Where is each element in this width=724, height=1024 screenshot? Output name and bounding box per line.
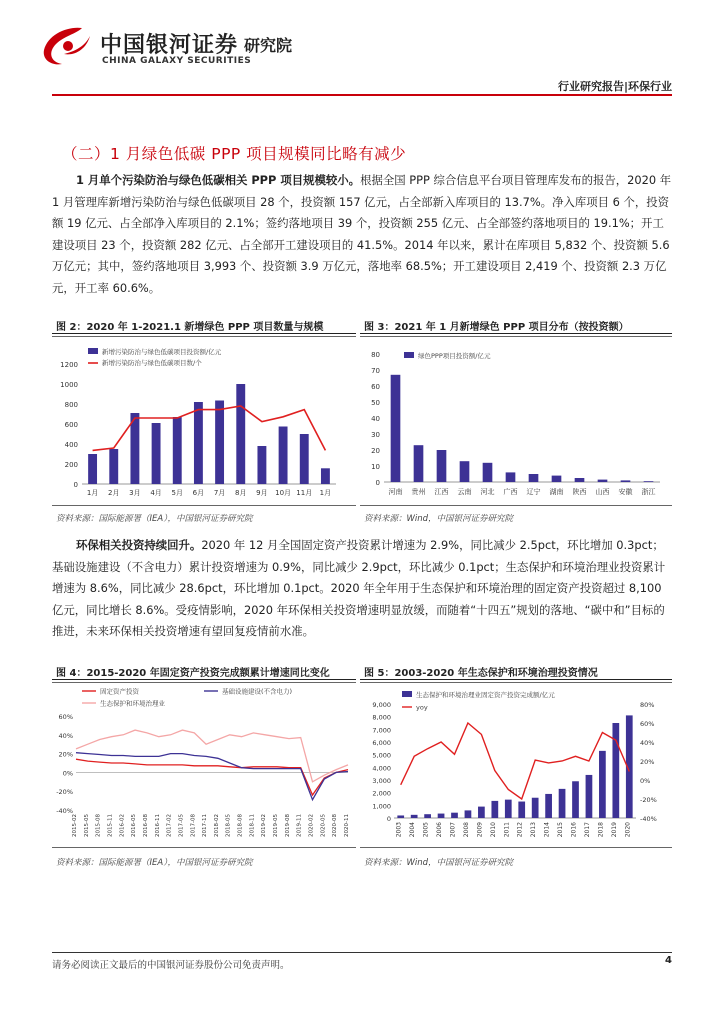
legend-label: 生态保护和环境治理业 bbox=[100, 699, 165, 708]
bar-investment bbox=[411, 815, 418, 818]
bar-investment bbox=[109, 449, 118, 484]
x-tick-label: 2016-05 bbox=[131, 814, 138, 837]
x-tick-label: 2017-11 bbox=[202, 814, 209, 837]
x-tick-label: 2017-05 bbox=[178, 814, 185, 837]
x-tick-label: 2005 bbox=[422, 822, 430, 838]
x-tick-label: 2017-02 bbox=[166, 814, 173, 837]
bar-province bbox=[621, 480, 631, 482]
line-yoy bbox=[401, 723, 630, 799]
legend-label: 基础设施建设(不含电力) bbox=[222, 687, 293, 696]
paragraph-body: 根据全国 PPP 综合信息平台项目管理库发布的报告，2020 年 1 月管理库新增污染防治与绿色低碳项目 28 个，投资额 157 亿元，占全部新入库项目的 13.7%。净入库项目 6 个，投资额 19 亿元、占全部净入库项目的 2.1%；签约落地项目 39 个，投资额 255 亿元、占全部签约落地项目的 19.1%；开工建设项目 23 个，投资额 282 亿元、占全部开工建设项目的 41.5%。2014 年以来，累计在库项目 5,832 个、投资额 5.6 万亿元；其中，签约落地项目 3,993 个、投资额 3.9 万亿元，落地率 68.5%；开工建设项目 2,419 个、投资额 2.3 万亿元，开工率 60.6%。 bbox=[52, 173, 672, 295]
page-number: 4 bbox=[665, 955, 672, 966]
y-tick-label: 80 bbox=[371, 351, 380, 359]
x-tick-label: 2018-02 bbox=[213, 814, 220, 837]
bar-province bbox=[552, 476, 562, 482]
y-tick-label: 70 bbox=[371, 367, 380, 375]
y-tick-label: 1000 bbox=[60, 381, 78, 389]
bar-investment bbox=[152, 423, 161, 484]
bar-investment bbox=[321, 468, 330, 484]
bar-investment bbox=[518, 802, 525, 818]
x-tick-label: 江西 bbox=[434, 488, 449, 496]
x-tick-label: 2019-05 bbox=[273, 814, 280, 837]
y-tick-label: 400 bbox=[64, 441, 78, 449]
legend-label: 绿色PPP项目投资额/亿元 bbox=[418, 352, 491, 360]
figure-4-chart bbox=[52, 682, 356, 848]
paragraph-lead: 环保相关投资持续回升。 bbox=[76, 538, 202, 552]
x-tick-label: 2008 bbox=[462, 822, 470, 838]
y-tick-label-left: 2,000 bbox=[372, 789, 391, 798]
x-tick-label: 2018-08 bbox=[237, 814, 244, 837]
figure-2-title-rule bbox=[52, 333, 356, 334]
bar-investment bbox=[478, 807, 485, 818]
y-tick-label: 20% bbox=[58, 750, 73, 759]
x-tick-label: 河南 bbox=[388, 488, 403, 496]
y-tick-label-right: -40% bbox=[640, 815, 657, 823]
x-tick-label: 2015-05 bbox=[83, 814, 90, 837]
y-tick-label-left: 6,000 bbox=[372, 739, 391, 747]
x-tick-label: 11月 bbox=[296, 489, 313, 497]
y-tick-label: 600 bbox=[64, 421, 78, 429]
x-tick-label: 4月 bbox=[150, 489, 162, 497]
x-tick-label: 2020-05 bbox=[320, 814, 327, 837]
y-tick-label-left: 9,000 bbox=[372, 701, 391, 709]
legend-label: 生态保护和环境治理业固定资产投资完成额/亿元 bbox=[416, 691, 555, 699]
figure-5-title-rule bbox=[360, 679, 672, 680]
y-tick-label: 50 bbox=[371, 399, 380, 407]
bar-province bbox=[460, 461, 470, 482]
bar-investment bbox=[194, 402, 203, 484]
figure-3-source: 资料来源：Wind，中国银河证券研究院 bbox=[364, 514, 514, 524]
figure-5-source: 资料来源：Wind，中国银河证券研究院 bbox=[364, 858, 514, 868]
bar-investment bbox=[491, 801, 498, 818]
x-tick-label: 广西 bbox=[503, 488, 518, 496]
x-tick-label: 2015-08 bbox=[95, 814, 102, 837]
y-tick-label: 10 bbox=[371, 463, 380, 471]
x-tick-label: 2015-02 bbox=[72, 814, 78, 837]
bar-province bbox=[483, 463, 493, 482]
y-tick-label: 30 bbox=[371, 431, 380, 439]
bar-investment bbox=[545, 794, 552, 818]
legend-label: yoy bbox=[416, 703, 428, 712]
x-tick-label: 5月 bbox=[171, 489, 183, 497]
y-tick-label: 0 bbox=[73, 481, 78, 489]
x-tick-label: 2018 bbox=[597, 822, 605, 838]
y-tick-label-left: 7,000 bbox=[372, 726, 391, 735]
line-project-count bbox=[93, 406, 326, 450]
x-tick-label: 2019-02 bbox=[261, 814, 268, 837]
x-tick-label: 2003 bbox=[395, 822, 403, 838]
x-tick-label: 2016-08 bbox=[142, 814, 149, 837]
y-tick-label: 0% bbox=[62, 769, 73, 778]
bar-province bbox=[506, 472, 516, 482]
x-tick-label: 3月 bbox=[129, 489, 141, 497]
x-tick-label: 2017 bbox=[583, 822, 591, 838]
bar-investment bbox=[173, 417, 182, 484]
x-tick-label: 9月 bbox=[256, 489, 268, 497]
brand-institute: 研究院 bbox=[244, 36, 293, 55]
y-tick-label-left: 4,000 bbox=[372, 764, 391, 773]
bar-investment bbox=[279, 427, 288, 485]
x-tick-label: 2010 bbox=[489, 822, 497, 838]
brand-name-cn: 中国银河证券 bbox=[100, 33, 239, 58]
bar-province bbox=[414, 445, 424, 482]
legend-swatch-bar bbox=[88, 348, 98, 354]
figure-5-title: 图 5：2003-2020 年生态保护和环境治理投资情况 bbox=[364, 668, 598, 679]
bar-province bbox=[529, 474, 539, 482]
x-tick-label: 安徽 bbox=[618, 488, 633, 496]
x-tick-label: 2016-11 bbox=[154, 814, 161, 837]
y-tick-label-left: 5,000 bbox=[372, 751, 391, 760]
galaxy-logo-icon bbox=[38, 24, 94, 70]
figure-3-title: 图 3：2021 年 1 月新增绿色 PPP 项目分布（按投资额） bbox=[364, 322, 629, 333]
legend-swatch-bar bbox=[404, 352, 414, 358]
x-tick-label: 2014 bbox=[543, 822, 551, 838]
bar-investment bbox=[300, 434, 309, 484]
y-tick-label: -40% bbox=[56, 807, 73, 815]
x-tick-label: 浙江 bbox=[641, 488, 656, 496]
x-tick-label: 6月 bbox=[192, 489, 205, 497]
x-tick-label: 2020-11 bbox=[344, 814, 350, 837]
section-title: （二）1 月绿色低碳 PPP 项目规模同比略有减少 bbox=[62, 145, 407, 163]
y-tick-label: 0 bbox=[375, 479, 380, 487]
x-tick-label: 2020-08 bbox=[332, 814, 339, 837]
figure-4-source: 资料来源：国际能源署（IEA），中国银河证券研究院 bbox=[56, 858, 253, 868]
x-tick-label: 2月 bbox=[108, 489, 120, 497]
y-tick-label-left: 3,000 bbox=[372, 777, 391, 785]
x-tick-label: 2019 bbox=[610, 822, 618, 838]
y-tick-label: 40% bbox=[58, 731, 73, 740]
x-tick-label: 1月 bbox=[86, 489, 99, 497]
y-tick-label-right: 20% bbox=[640, 758, 655, 766]
bar-investment bbox=[397, 815, 404, 818]
y-tick-label-left: 8,000 bbox=[372, 713, 391, 722]
bar-investment bbox=[612, 723, 619, 818]
figure-3-chart bbox=[360, 336, 672, 506]
bar-investment bbox=[257, 446, 266, 484]
x-tick-label: 2013 bbox=[530, 822, 538, 838]
y-tick-label-right: 40% bbox=[640, 739, 655, 747]
y-tick-label-right: 60% bbox=[640, 720, 655, 728]
y-tick-label: 60 bbox=[371, 383, 380, 391]
y-tick-label-left: 0 bbox=[386, 815, 391, 823]
bar-province bbox=[575, 478, 585, 482]
x-tick-label: 2016 bbox=[570, 822, 578, 838]
y-tick-label: 200 bbox=[64, 461, 78, 469]
bar-investment bbox=[559, 789, 566, 818]
brand-name-en: CHINA GALAXY SECURITIES bbox=[102, 56, 252, 66]
x-tick-label: 河北 bbox=[480, 488, 495, 496]
footer-disclaimer: 请务必阅读正文最后的中国银河证券股份公司免责声明。 bbox=[52, 960, 290, 971]
x-tick-label: 陕西 bbox=[572, 488, 587, 496]
legend-label: 新增污染防治与绿色低碳项目投资额/亿元 bbox=[102, 348, 222, 356]
x-tick-label: 山西 bbox=[595, 488, 610, 496]
bar-investment bbox=[505, 800, 512, 818]
x-tick-label: 7月 bbox=[213, 489, 226, 497]
y-tick-label: 1200 bbox=[60, 361, 78, 369]
bar-investment bbox=[586, 775, 593, 818]
paragraph-investment bbox=[52, 535, 672, 643]
bar-investment bbox=[236, 384, 245, 484]
bar-province bbox=[598, 480, 608, 482]
figure-4-title: 图 4：2015-2020 年固定资产投资完成额累计增速同比变化 bbox=[56, 668, 330, 679]
report-category: 行业研究报告|环保行业 bbox=[557, 80, 672, 93]
x-tick-label: 10月 bbox=[275, 489, 292, 497]
figure-3-title-rule bbox=[360, 333, 672, 334]
bar-province bbox=[644, 481, 654, 482]
x-tick-label: 1月 bbox=[319, 489, 332, 497]
paragraph-ppp bbox=[52, 170, 672, 299]
figure-2-chart bbox=[52, 336, 356, 506]
x-tick-label: 2019-11 bbox=[296, 814, 303, 837]
x-tick-label: 2009 bbox=[476, 822, 484, 838]
legend-label: 固定资产投资 bbox=[100, 687, 139, 696]
y-tick-label-right: 0% bbox=[640, 777, 651, 785]
y-tick-label: 800 bbox=[64, 401, 78, 409]
bar-investment bbox=[451, 813, 458, 818]
legend-label: 新增污染防治与绿色低碳项目数/个 bbox=[102, 359, 202, 367]
line-series-0 bbox=[76, 759, 348, 795]
x-tick-label: 2011 bbox=[503, 822, 511, 838]
x-tick-label: 2007 bbox=[449, 822, 457, 838]
y-tick-label-right: 80% bbox=[640, 701, 655, 709]
x-tick-label: 2019-08 bbox=[284, 814, 291, 837]
figure-2-title: 图 2：2020 年 1-2021.1 新增绿色 PPP 项目数量与规模 bbox=[56, 322, 324, 333]
x-tick-label: 2020 bbox=[624, 822, 632, 838]
bar-investment bbox=[572, 781, 579, 818]
legend-swatch-bar bbox=[402, 691, 412, 697]
bar-investment bbox=[88, 454, 97, 484]
figure-4-title-rule bbox=[52, 679, 356, 680]
header-divider bbox=[52, 94, 672, 96]
bar-investment bbox=[438, 814, 445, 818]
y-tick-label-left: 1,000 bbox=[372, 802, 391, 811]
bar-province bbox=[437, 450, 447, 482]
figure-2-source: 资料来源：国际能源署（IEA），中国银河证券研究院 bbox=[56, 514, 253, 524]
bar-investment bbox=[424, 814, 431, 818]
y-tick-label: 40 bbox=[371, 415, 380, 423]
y-tick-label: -20% bbox=[56, 788, 73, 797]
x-tick-label: 云南 bbox=[457, 488, 472, 496]
x-tick-label: 2018-05 bbox=[225, 814, 232, 837]
figure-5-chart bbox=[360, 682, 672, 848]
paragraph-lead: 1 月单个污染防治与绿色低碳相关 PPP 项目规模较小。 bbox=[76, 173, 361, 187]
paragraph-body: 2020 年 12 月全国固定资产投资累计增速为 2.9%，同比减少 2.5pct，环比增加 0.3pct；基础设施建设（不含电力）累计投资增速为 0.9%，同比减少 2.9pct，环比减少 0.1pct；生态保护和环境治理业投资累计增速为 8.6%，同比减少 28.6pct，环比增加 0.1pct。2020 年全年用于生态保护和环境治理的固定资产投资超过 8,100 亿元，同比增长 8.6%。受疫情影响，2020 年环保相关投资增速明显放缓，而随着“十四五”规划的落地、“碳中和”目标的推进，未来环保相关投资增速有望回复疫情前水准。 bbox=[52, 538, 666, 638]
x-tick-label: 2020-02 bbox=[308, 814, 315, 837]
x-tick-label: 8月 bbox=[235, 489, 247, 497]
x-tick-label: 2018-11 bbox=[249, 814, 256, 837]
x-tick-label: 湖南 bbox=[549, 488, 564, 496]
bar-investment bbox=[215, 401, 224, 485]
x-tick-label: 2016-02 bbox=[119, 814, 126, 837]
y-tick-label: 60% bbox=[58, 713, 73, 721]
x-tick-label: 2017-08 bbox=[190, 814, 197, 837]
bar-investment bbox=[532, 798, 539, 818]
x-tick-label: 辽宁 bbox=[526, 488, 541, 496]
x-tick-label: 2012 bbox=[516, 822, 524, 838]
x-tick-label: 2015-11 bbox=[107, 814, 114, 837]
footer-divider bbox=[52, 952, 672, 953]
x-tick-label: 2004 bbox=[409, 822, 417, 838]
bar-province bbox=[391, 375, 401, 482]
bar-investment bbox=[465, 810, 472, 818]
bar-investment bbox=[599, 751, 606, 818]
y-tick-label-right: -20% bbox=[640, 796, 657, 804]
x-tick-label: 2006 bbox=[436, 822, 444, 838]
x-tick-label: 2015 bbox=[557, 822, 565, 838]
x-tick-label: 贵州 bbox=[411, 488, 426, 496]
y-tick-label: 20 bbox=[371, 447, 380, 455]
